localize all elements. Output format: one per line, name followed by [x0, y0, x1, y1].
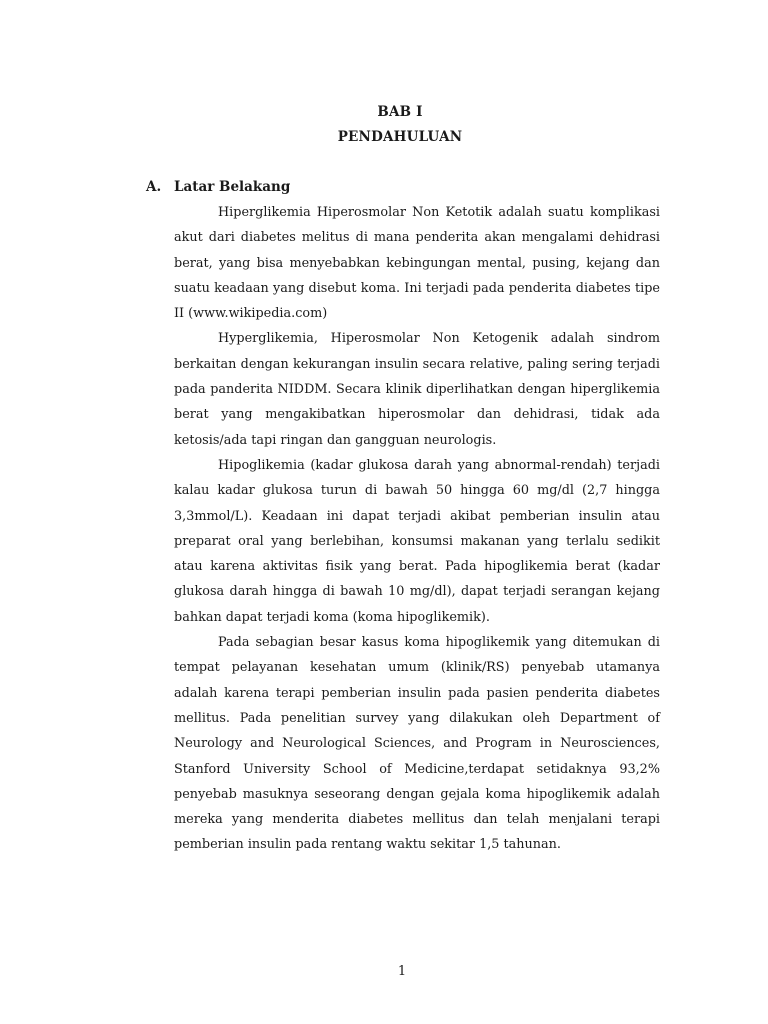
section-heading [146, 179, 290, 195]
paragraph-3: Hipoglikemia (kadar glukosa darah yang abnormal-rendah) terjadi kalau kadar glukosa turun di bawah 50 hingga 60 mg/dl (2,7 hingga 3,3mmol/L). Keadaan ini dapat terjadi akibat pemberian insulin atau preparat oral yang berlebihan, konsumsi makanan yang terlalu sedikit atau karena aktivitas fisik yang berat. Pada hipoglikemia berat (kadar glukosa darah hingga di bawah 10 mg/dl), dapat terjadi serangan kejang bahkan dapat terjadi koma (koma hipoglikemik). [174, 457, 660, 625]
chapter-number: BAB I [377, 104, 423, 120]
paragraph-4: Pada sebagian besar kasus koma hipoglikemik yang ditemukan di tempat pelayanan kesehatan umum (klinik/RS) penyebab utamanya adalah karena terapi pemberian insulin pada pasien penderita diabetes mellitus. Pada penelitian survey yang dilakukan oleh Department of Neurology and Neurological Sciences, and Program in Neurosciences, Stanford University School of Medicine,terdapat setidaknya 93,2% penyebab masuknya seseorang dengan gejala koma hipoglikemik adalah mereka yang menderita diabetes mellitus dan telah menjalani terapi pemberian insulin pada rentang waktu sekitar 1,5 tahunan. [174, 635, 660, 853]
paragraph-1: Hiperglikemia Hiperosmolar Non Ketotik adalah suatu komplikasi akut dari diabetes melitus di mana penderita akan mengalami dehidrasi berat, yang bisa menyebabkan kebingungan mental, pusing, kejang dan suatu keadaan yang disebut koma. Ini terjadi pada penderita diabetes tipe II (www.wikipedia.com) [174, 205, 660, 322]
page-number: 1 [397, 964, 407, 979]
paragraph-2: Hyperglikemia, Hiperosmolar Non Ketogenik adalah sindrom berkaitan dengan kekurangan insulin secara relative, paling sering terjadi pada panderita NIDDM. Secara klinik diperlihatkan dengan hiperglikemia berat yang mengakibatkan hiperosmolar dan dehidrasi, tidak ada ketosis/ada tapi ringan dan gangguan neurologis. [174, 331, 660, 448]
chapter-title: PENDAHULUAN [337, 129, 463, 145]
section-marker: A. [146, 179, 162, 195]
body-text [174, 200, 660, 858]
section-title: Latar Belakang [174, 179, 291, 195]
